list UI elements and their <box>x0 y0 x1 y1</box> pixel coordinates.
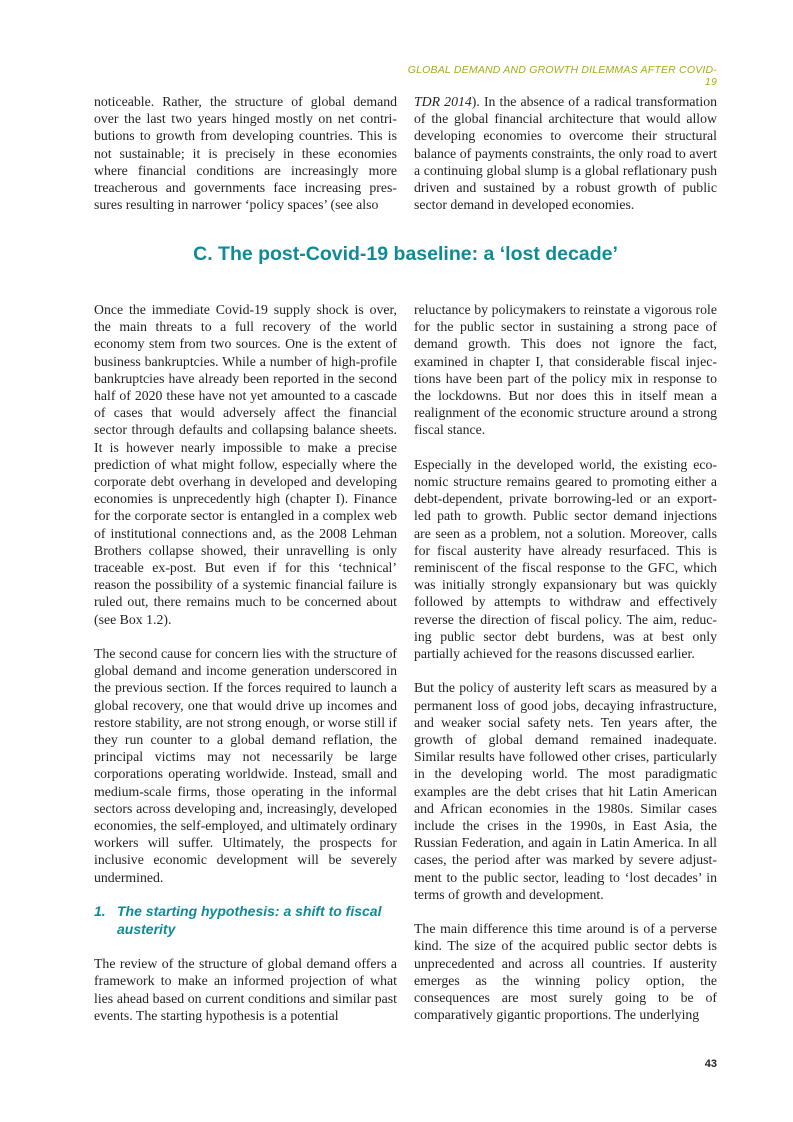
paragraph: The second cause for concern lies with the structure of global demand and income generation underscored in the previous section. If the forces required to launch a global recovery, one that would drive up incomes and restore stability, are not strong enough, or worse still if they run counter to a global demand reflation, the principal victims may not necessarily be large corporations operating worldwide. Instead, small and medium-scale firms, those operating in the informal sectors across developing and, increasingly, developed economies, the self-employed, and ultimately ordinary workers will suffer. Ultimately, the prospects for inclusive economic development will be severely undermined. <box>94 646 397 885</box>
paragraph: The main difference this time around is of a perverse kind. The size of the acquired public sector debts is unprecedented and across all countries. If austerity emerges as the winning policy option, the consequences are most surely going to be of comparatively gigantic proportions. The underlying <box>414 921 717 1023</box>
paragraph-text: ). In the absence of a radical transformation of the global financial architecture that would allow developing economies to overcome their structural balance of payments constraints, the only road to avert a continuing global slump is a global reflationary push driven and sustained by a robust growth of public sector demand in developed economies. <box>414 94 717 213</box>
section-title: C. The post-Covid-19 baseline: a ‘lost decade’ <box>193 243 618 265</box>
paragraph: reluctance by policymakers to reinstate a vigorous role for the public sector in sustaining a strong pace of demand growth. This does not ignore the fact, examined in chapter I, that considerable fiscal injections have been part of the policy mix in response to the lockdowns. But nor does this in itself mean a realignment of the economic structure around a strong fiscal stance. <box>414 302 717 438</box>
subsection-title: The starting hypothesis: a shift to fiscal austerity <box>117 903 382 937</box>
paragraph: Once the immediate Covid-19 supply shock is over, the main threats to a full recovery of the world economy stem from two sources. One is the extent of business bankruptcies. While a number of high-profile bankruptcies have already been reported in the second half of 2020 these have not yet amounted to a cascade of cases that would adversely affect the financial sector through defaults and collapsing balance sheets. It is however nearly impossible to make a precise prediction of what might follow, especially where the corporate debt overhang in developed and developing economies is unprecedently high (chapter I). Finance for the corporate sector is entangled in a complex web of institutional connections and, as the 2008 Lehman Brothers collapse showed, their unravelling is only traceable ex-post. But even if for this ‘technical’ reason the possibility of a systemic financial failure is ruled out, there remains much to be concerned about (see Box 1.2). <box>94 302 397 627</box>
running-header: GLOBAL DEMAND AND GROWTH DILEMMAS AFTER COVID-19 <box>407 64 717 88</box>
top-right-column <box>414 93 717 213</box>
left-column <box>94 301 397 1024</box>
subsection-number: 1. <box>94 903 106 920</box>
paragraph: Especially in the developed world, the existing economic structure remains geared to promoting either a debt-dependent, private borrowing-led or an export-led path to growth. Public sector demand injections are seen as a problem, not a solution. Moreover, calls for fiscal austerity have already resurfaced. This is reminiscent of the fiscal response to the GFC, which was initially strongly expansionary but was quickly followed by attempts to withdraw and effectively reverse the direction of fiscal policy. The aim, reducing public sector debt burdens, was at best only partially achieved for the reasons discussed earlier. <box>414 456 717 662</box>
top-left-column <box>94 93 397 213</box>
citation: TDR 2014 <box>414 94 472 109</box>
paragraph: But the policy of austerity left scars as measured by a permanent loss of good jobs, decaying infrastructure, and weaker social safety nets. Ten years after, the growth of global demand remained inadequate. Similar results have followed other crises, particularly in the developing world. The most paradigmatic examples are the debt crises that hit Latin American and African economies in the 1980s. Similar cases include the crises in the 1990s, in East Asia, the Russian Federation, and again in Latin America. In all cases, the period after was marked by severe adjustment to the public sector, leading to ‘lost decades’ in terms of growth and development. <box>414 680 717 902</box>
paragraph: The review of the structure of global demand offers a framework to make an informed projection of what lies ahead based on current conditions and similar past events. The starting hypothesis is a potential <box>94 956 397 1023</box>
right-column <box>414 301 717 1023</box>
paragraph <box>414 93 717 213</box>
paragraph: noticeable. Rather, the structure of global demand over the last two years hinged mostly on net contributions to growth from developing countries. This is not sustainable; it is precisely in these economies where financial conditions are increasingly more treacherous and governments face increasing pressures resulting in narrower ‘policy spaces’ (see also <box>94 94 397 213</box>
subsection-heading <box>94 903 397 938</box>
page-number: 43 <box>704 1058 717 1070</box>
